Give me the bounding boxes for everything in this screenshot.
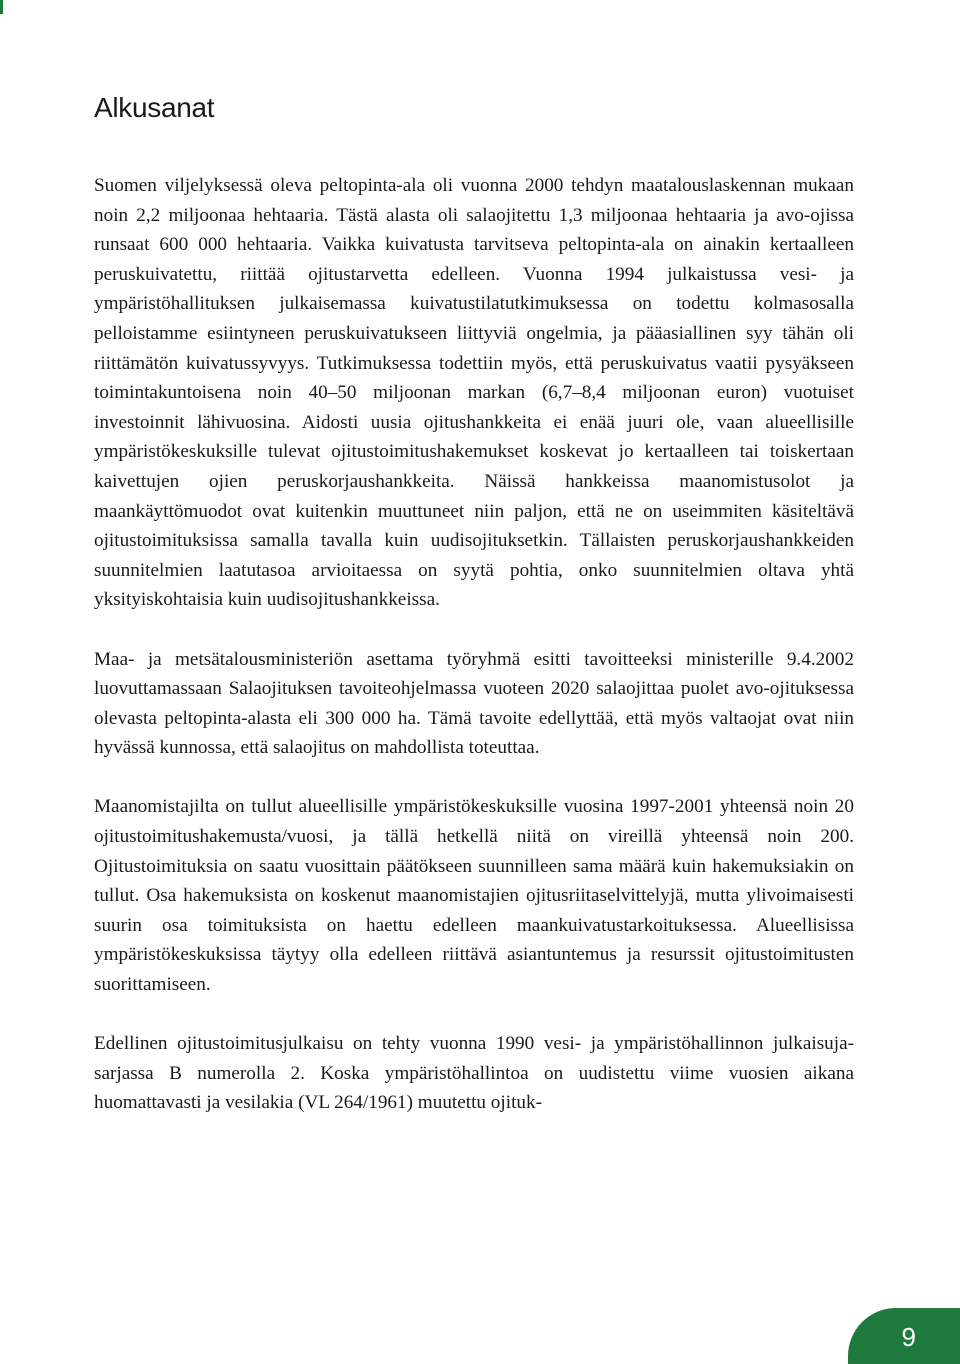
- body-text: [94, 171, 854, 1118]
- paragraph-3: Maanomistajilta on tullut alueellisille ympäristökeskuksille vuosina 1997-2001 yhteensä noin 20 ojitustoimitushakemusta/vuosi, ja tällä hetkellä niitä on vireillä yhteensä noin 200. Ojitustoimituksia on saatu vuosittain päätökseen suunnilleen sama määrä kuin hakemuksiakin on tullut. Osa hakemuksista on koskenut maanomistajien ojitusriitaselvittelyjä, mutta ylivoimaisesti suurin osa toimituksista on haettu edelleen maankuivatustarkoituksessa. Alueellisissa ympäristökeskuksissa täytyy olla edelleen riittävä asiantuntemus ja resurssit ojitustoimitusten suorittamiseen.: [94, 796, 854, 996]
- paragraph-4: Edellinen ojitustoimitusjulkaisu on tehty vuonna 1990 vesi- ja ympäristöhallinnon julkaisuja-sarjassa B numerolla 2. Koska ympäristöhallintoa on uudistettu viime vuosien aikana huomattavasti ja vesilakia (VL 264/1961) muutettu ojituk-: [94, 1033, 854, 1114]
- page-title: Alkusanat: [94, 92, 215, 123]
- page-number: 9: [901, 1322, 916, 1352]
- corner-mark: [0, 0, 3, 14]
- paragraph-1: Suomen viljelyksessä oleva peltopinta-ala oli vuonna 2000 tehdyn maatalouslaskennan mukaan noin 2,2 miljoonaa hehtaaria. Tästä alasta oli salaojitettu 1,3 miljoonaa hehtaaria ja avo-ojissa runsaat 600 000 hehtaaria. Vaikka kuivatusta tarvitseva peltopinta-ala on ainakin kertaalleen peruskuivatettu, riittää ojitustarvetta edelleen. Vuonna 1994 julkaistussa vesi- ja ympäristöhallituksen julkaisemassa kuivatustilatutkimuksessa on todettu kolmasosalla pelloistamme esiintyneen peruskuivatukseen liittyviä ongelmia, ja pääasiallinen syy tähän oli riittämätön kuivatussyvyys. Tutkimuksessa todettiin myös, että peruskuivatus vaatii pysyäkseen toimintakuntoisena noin 40–50 miljoonan markan (6,7–8,4 miljoonan euron) vuotuiset investoinnit lähivuosina. Aidosti uusia ojitushankkeita ei enää juuri ole, vaan alueellisille ympäristökeskuksille tulevat ojitustoimitushakemukset koskevat jo kertaalleen tai toiskertaan kaivettujen ojien peruskorjaushankkeita. Näissä hankkeissa maanomistusolot ja maankäyttömuodot ovat kuitenkin muuttuneet niin paljon, että ne on useimmiten käsiteltävä ojitustoimituksissa samalla tavalla kuin uudisojituksetkin. Tällaisten peruskorjaushankkeiden suunnitelmien laatutasoa arvioitaessa on syytä pohtia, onko suunnitelmien oltava yhtä yksityiskohtaisia kuin uudisojitushankkeissa.: [94, 175, 854, 611]
- paragraph-2: Maa- ja metsätalousministeriön asettama työryhmä esitti tavoitteeksi ministerille 9.4.2002 luovuttamassaan Salaojituksen tavoiteohjelmassa vuoteen 2020 salaojittaa puolet avo-ojituksessa olevasta peltopinta-alasta eli 300 000 ha. Tämä tavoite edellyttää, että myös valtaojat ovat niin hyvässä kunnossa, että salaojitus on mahdollista toteuttaa.: [94, 648, 854, 759]
